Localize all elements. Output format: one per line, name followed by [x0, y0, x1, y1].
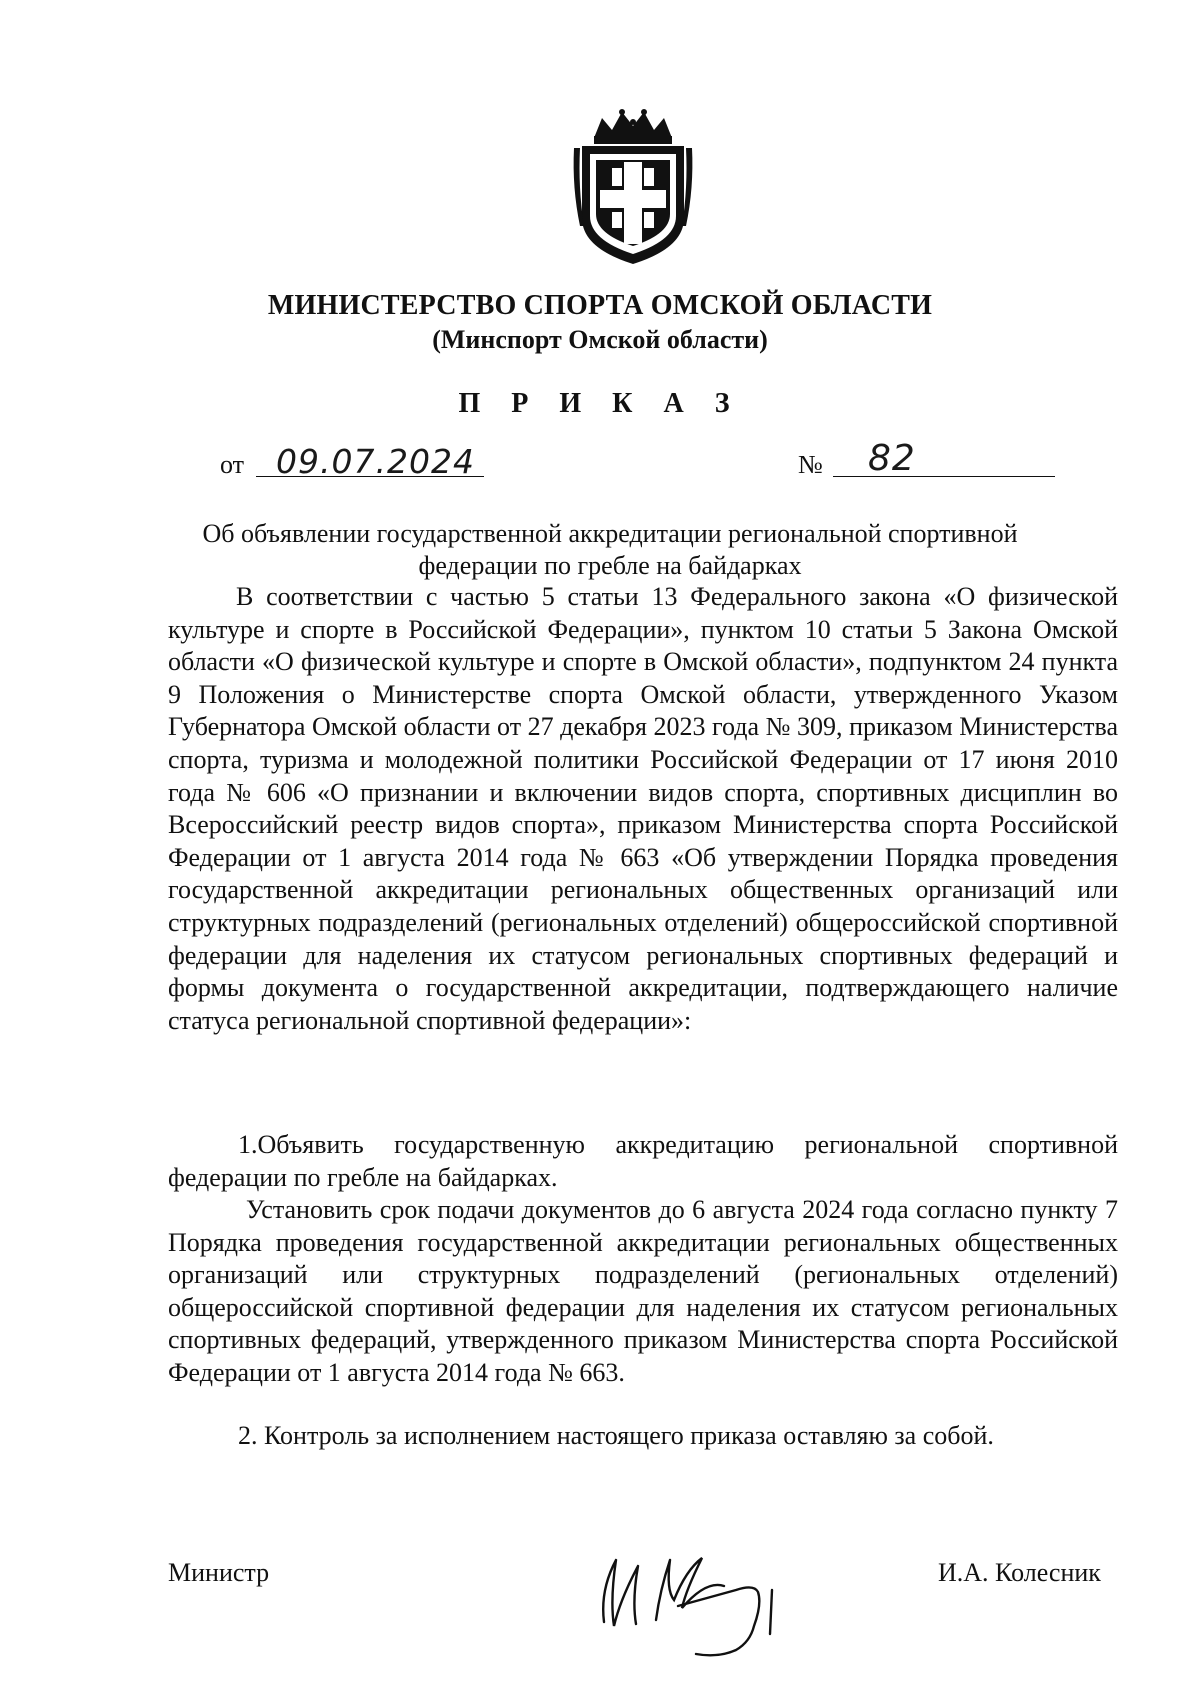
number-underline: [833, 476, 1055, 477]
item-1-deadline-paragraph: Установить срок подачи документов до 6 августа 2024 года согласно пункту 7 Порядка проведения государственной аккредитации региональных общественных организаций или структурных подразделений (региональных отделений) общероссийской спортивной федерации для наделения их статусом региональных спортивных федераций, утвержденного приказом Министерства спорта Российской Федерации от 1 августа 2014 года № 663.: [168, 1195, 1118, 1387]
signatory-position: Министр: [168, 1558, 270, 1587]
document-type-title: П Р И К А З: [458, 388, 742, 419]
ministry-name: МИНИСТЕРСТВО СПОРТА ОМСКОЙ ОБЛАСТИ: [267, 290, 933, 321]
number-label: №: [798, 450, 823, 479]
coat-of-arms-emblem: [572, 108, 694, 266]
item-2-paragraph: 2. Контроль за исполнением настоящего приказа оставляю за собой.: [238, 1421, 994, 1450]
item-1-paragraph: 1.Объявить государственную аккредитацию региональной спортивной федерации по гребле на байдарках.: [168, 1130, 1118, 1192]
preamble-paragraph: В соответствии с частью 5 статьи 13 Федерального закона «О физической культуре и спорте в Российской Федерации», пунктом 10 статьи 5 Закона Омской области «О физической культуре и спорте в Омской области», подпунктом 24 пункта 9 Положения о Министерстве спорта Омской области, утвержденного Указом Губернатора Омской области от 27 декабря 2023 года № 309, приказом Министерства спорта, туризма и молодежной политики Российской Федерации от 17 июня 2010 года № 606 «О признании и включении видов спорта, спортивных дисциплин во Всероссийский реестр видов спорта», приказом Министерства спорта Российской Федерации от 1 августа 2014 года № 663 «Об утверждении Порядка проведения государственной аккредитации региональных общественных организаций или структурных подразделений (региональных отделений) общероссийской спортивной федерации для наделения их статусом региональных спортивных федераций и формы документа о государственной аккредитации, подтверждающего наличие статуса региональной спортивной федерации»:: [168, 582, 1118, 1035]
handwritten-signature: [586, 1530, 826, 1660]
signatory-name: И.А. Колесник: [938, 1558, 1101, 1587]
order-date: 09.07.2024: [276, 442, 475, 481]
order-subject: Об объявлении государственной аккредитации региональной спортивной федерации по гребле на байдарках: [202, 519, 1018, 580]
order-number: 82: [868, 438, 916, 479]
date-label: от: [220, 450, 245, 479]
ministry-short-name: (Минспорт Омской области): [432, 325, 768, 354]
